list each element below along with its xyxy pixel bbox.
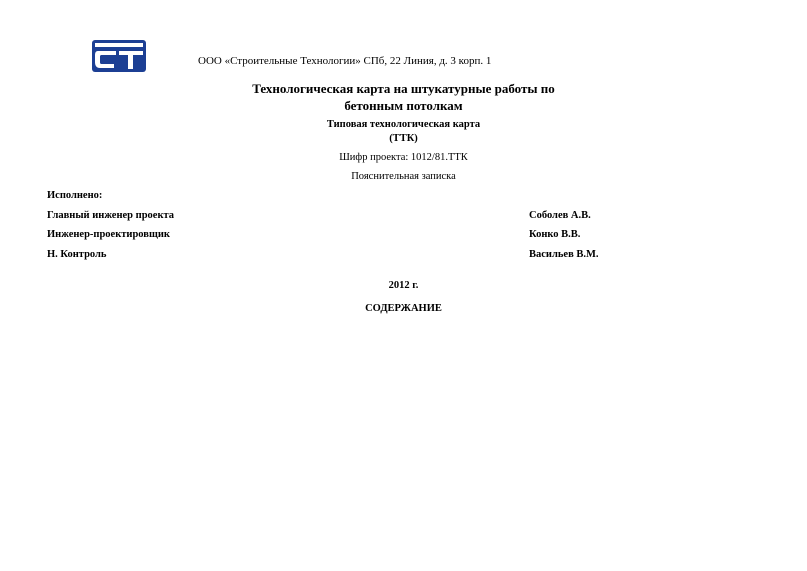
executed-label: Исполнено: xyxy=(47,190,103,201)
project-code: Шифр проекта: 1012/81.ТТК xyxy=(339,152,468,163)
title-line-1: Технологическая карта на штукатурные работы по xyxy=(252,81,555,96)
document-year: 2012 г. xyxy=(388,280,419,291)
explanatory-note: Пояснительная записка xyxy=(351,171,456,182)
signatory-name: Васильев В.М. xyxy=(529,249,599,260)
signatory-name: Конко В.В. xyxy=(529,229,581,240)
document-subtitle xyxy=(0,118,807,146)
company-logo xyxy=(92,40,146,72)
signatory-role: Н. Контроль xyxy=(47,249,107,260)
document-title xyxy=(0,80,807,114)
subtitle-line-1: Типовая технологическая карта xyxy=(326,119,481,130)
title-line-2: бетонным потолкам xyxy=(344,98,463,113)
company-header: ООО «Строительные Технологии» СПб, 22 Линия, д. 3 корп. 1 xyxy=(198,55,492,67)
signatory-role: Главный инженер проекта xyxy=(47,210,175,221)
contents-heading: СОДЕРЖАНИЕ xyxy=(365,303,442,314)
signatory-name: Соболев А.В. xyxy=(529,210,591,221)
signatory-role: Инженер-проектировщик xyxy=(47,229,170,240)
subtitle-line-2: (ТТК) xyxy=(389,133,418,144)
